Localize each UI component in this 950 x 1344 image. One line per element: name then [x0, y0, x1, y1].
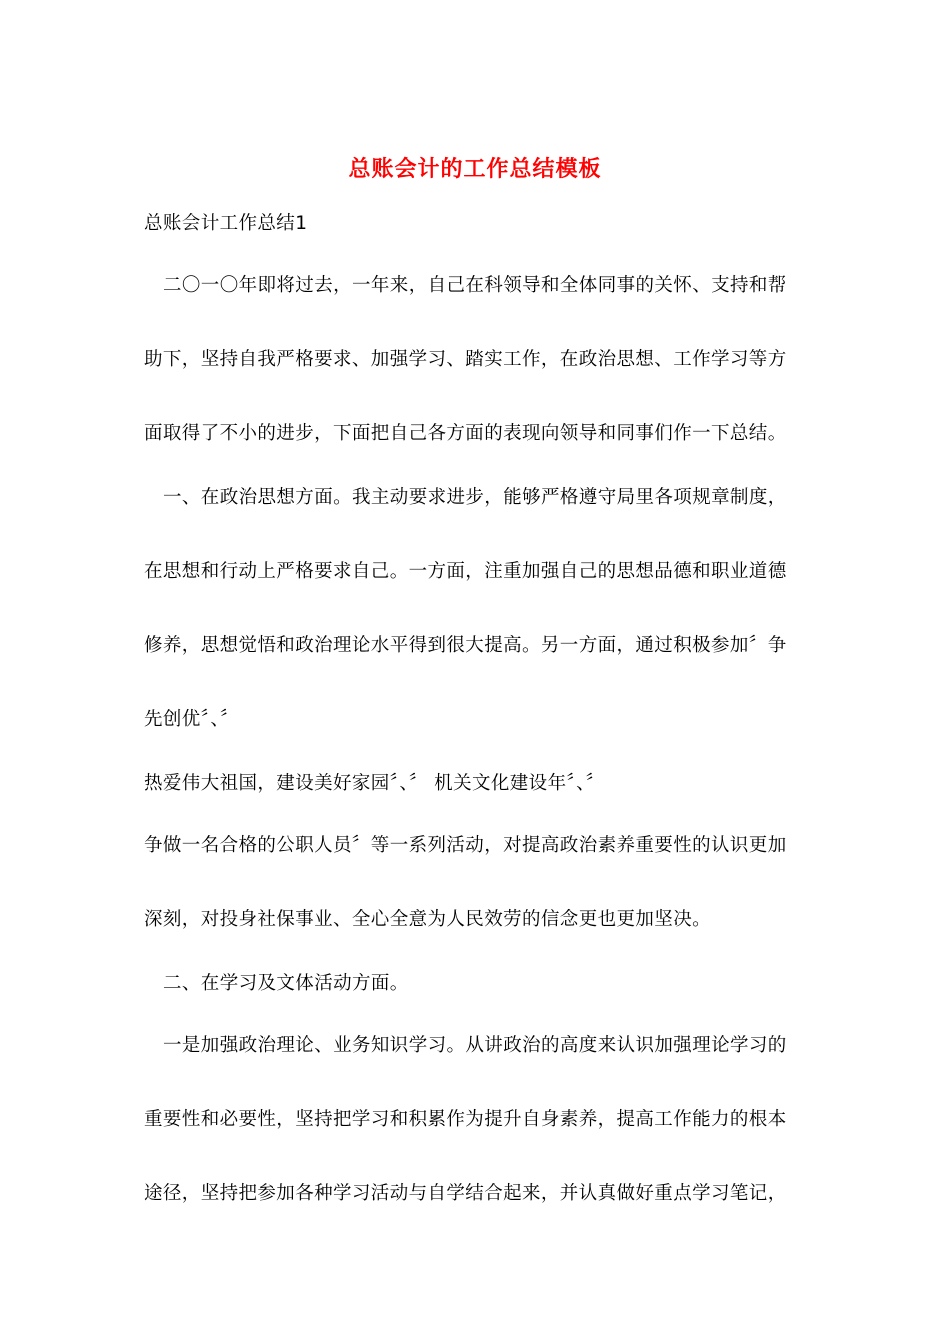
paragraph-line: 助下，坚持自我严格要求、加强学习、踏实工作，在政治思想、工作学习等方 [144, 349, 787, 370]
paragraph-line: 修养，思想觉悟和政治理论水平得到很大提高。另一方面，通过积极参加〞争 [144, 635, 787, 656]
paragraph-line: 重要性和必要性，坚持把学习和积累作为提升自身素养，提高工作能力的根本 [144, 1109, 787, 1130]
paragraph-line: 途径，坚持把参加各种学习活动与自学结合起来，并认真做好重点学习笔记， [144, 1183, 787, 1204]
paragraph-line: 先创优〞、〞 [144, 709, 239, 730]
document-title: 总账会计的工作总结模板 [348, 156, 602, 182]
paragraph-line: 二〇一〇年即将过去，一年来，自己在科领导和全体同事的关怀、支持和帮 [163, 275, 787, 296]
paragraph-line: 争做一名合格的公职人员〞等一系列活动，对提高政治素养重要性的认识更加 [144, 835, 787, 856]
paragraph-line: 一、在政治思想方面。我主动要求进步，能够严格遵守局里各项规章制度， [163, 487, 787, 508]
paragraph-line: 二、在学习及文体活动方面。 [163, 973, 409, 994]
paragraph-line: 深刻，对投身社保事业、全心全意为人民效劳的信念更也更加坚决。 [144, 909, 712, 930]
paragraph-line: 在思想和行动上严格要求自己。一方面，注重加强自己的思想品德和职业道德 [144, 561, 787, 582]
section-heading: 总账会计工作总结1 [144, 213, 308, 234]
paragraph-line: 面取得了不小的进步，下面把自己各方面的表现向领导和同事们作一下总结。 [144, 423, 787, 444]
paragraph-line: 热爱伟大祖国，建设美好家园〞、〞 机关文化建设年〞、〞 [144, 773, 605, 794]
paragraph-line: 一是加强政治理论、业务知识学习。从讲政治的高度来认识加强理论学习的 [163, 1035, 787, 1056]
